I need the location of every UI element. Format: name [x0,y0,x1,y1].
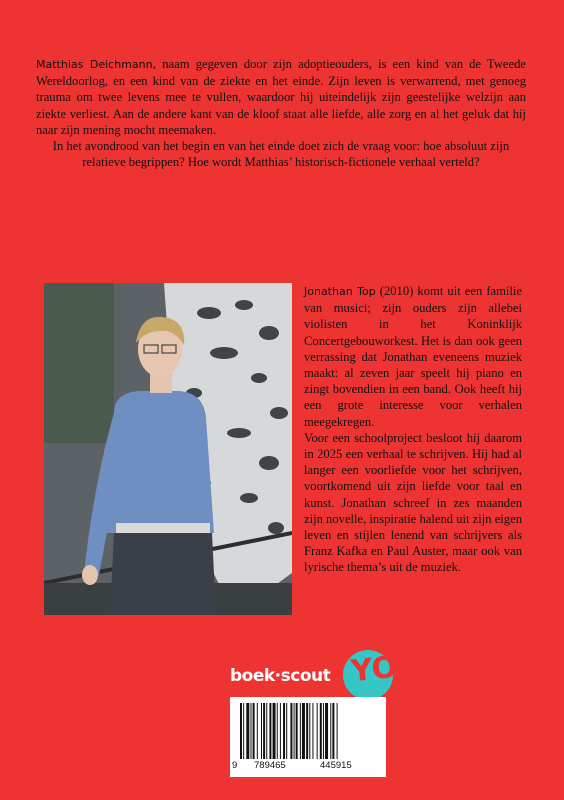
isbn-barcode [230,697,386,777]
bio-paragraph-1 [304,283,522,430]
publisher-logo-yo: YO [349,649,399,690]
barcode-bars [238,703,378,759]
author-bio [304,283,522,576]
back-cover-blurb [36,56,526,170]
author-name: Jonathan Top [304,285,376,298]
blurb-paragraph-1-text: naam gegeven door zijn adoptieouders, is een kind van de Tweede Wereldoorlog, en een kind van de ziekte en het einde. Zijn leven is verwarrend, met genoeg trauma om twee levens mee te vullen, waardoor hij uiteindelijk zijn geestelijke welzijn aan ziekte verliest. Aan de andere kant van de kloof staat alle liefde, alle zorg en al het geluk dat hij naar zijn mening mocht meemaken. [36,57,526,137]
blurb-paragraph-1 [36,56,526,138]
bio-paragraph-2: Voor een schoolproject besloot hij daarom in 2025 een verhaal te schrijven. Hij had al langer een voorliefde voor het schrijven, voortkomend uit zijn liefde voor taal en kunst. Jonathan schreef in zes maanden zijn novelle, inspiratie halend uit zijn eigen leven en stijlen lenend van schrijvers als Franz Kafka en Paul Auster, maar ook van lyrische thema’s uit de muziek. [304,430,522,575]
bio-paragraph-1-text: (2010) komt uit een familie van musici; zijn ouders zijn allebei violisten in het Koninklijk Concertgebouworkest. Het is dan ook geen verrassing dat Jonathan eveneens muziek maakt: al zeven jaar speelt hij piano en zingt bovendien in een band. Ook heeft hij een grote interesse voor verhalen meegekregen. [304,284,522,429]
blurb-paragraph-2: In het avondrood van het begin en van het einde doet zich de vraag voor: hoe absoluut zijn relatieve begrippen? Hoe wordt Matthias’ historisch-fictionele verhaal verteld? [52,139,510,170]
author-photo [44,283,292,615]
publisher-logo-text: boek·scout [230,666,331,686]
barcode-digits-left: 789465 [254,760,286,771]
protagonist-name: Matthias Deichmann, [36,58,157,71]
barcode-digits-right: 445915 [320,760,352,771]
publisher-logo [228,649,399,696]
barcode-digit-lead: 9 [232,760,238,771]
